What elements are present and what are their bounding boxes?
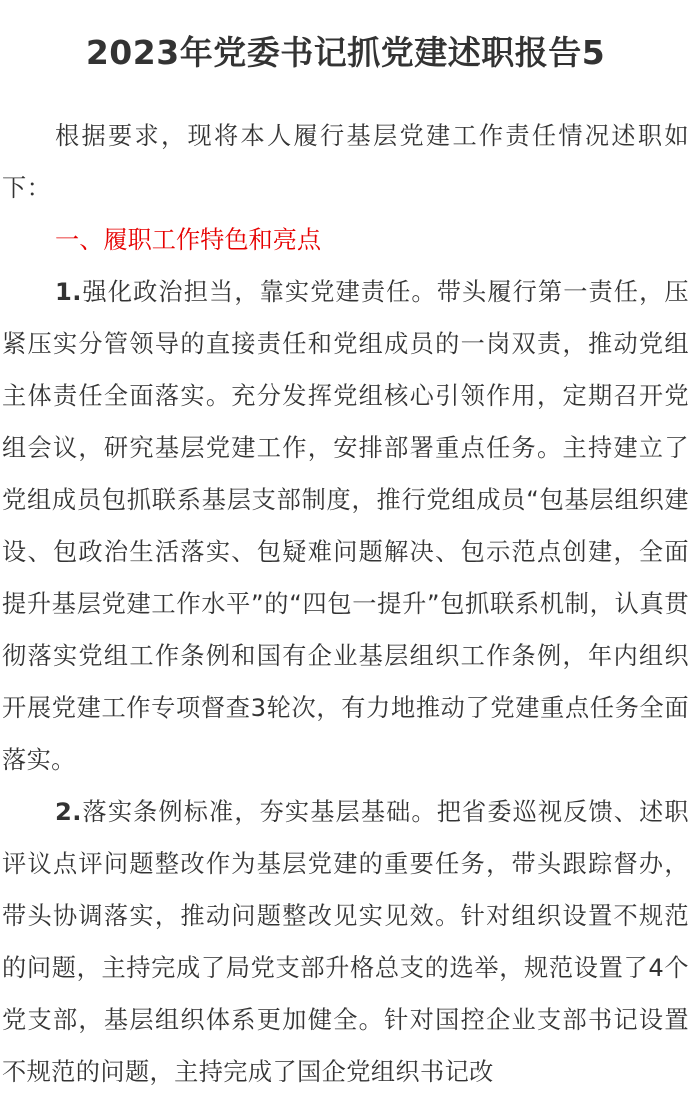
document-title: 2023年党委书记抓党建述职报告5	[85, 33, 606, 72]
item-number: 1.	[55, 278, 82, 306]
item-paragraph-1	[2, 266, 689, 786]
item-number: 2.	[55, 798, 82, 826]
item-text: 落实条例标准，夯实基层基础。把省委巡视反馈、述职评议点评问题整改作为基层党建的重要任务，带头跟踪督办，带头协调落实，推动问题整改见实见效。针对组织设置不规范的问题，主持完成了局党支部升格总支的选举，规范设置了4个党支部，基层组织体系更加健全。针对国控企业支部书记设置不规范的问题，主持完成了国企党组织书记改	[2, 798, 689, 1086]
intro-paragraph: 根据要求，现将本人履行基层党建工作责任情况述职如下：	[2, 122, 689, 202]
section-heading: 一、履职工作特色和亮点	[55, 226, 322, 254]
document-body	[2, 110, 689, 1098]
item-text: 强化政治担当，靠实党建责任。带头履行第一责任，压紧压实分管领导的直接责任和党组成员的一岗双责，推动党组主体责任全面落实。充分发挥党组核心引领作用，定期召开党组会议，研究基层党建工作，安排部署重点任务。主持建立了党组成员包抓联系基层支部制度，推行党组成员“包基层组织建设、包政治生活落实、包疑难问题解决、包示范点创建，全面提升基层党建工作水平”的“四包一提升”包抓联系机制，认真贯彻落实党组工作条例和国有企业基层组织工作条例，年内组织开展党建工作专项督查3轮次，有力地推动了党建重点任务全面落实。	[2, 278, 689, 774]
item-paragraph-2	[2, 786, 689, 1098]
